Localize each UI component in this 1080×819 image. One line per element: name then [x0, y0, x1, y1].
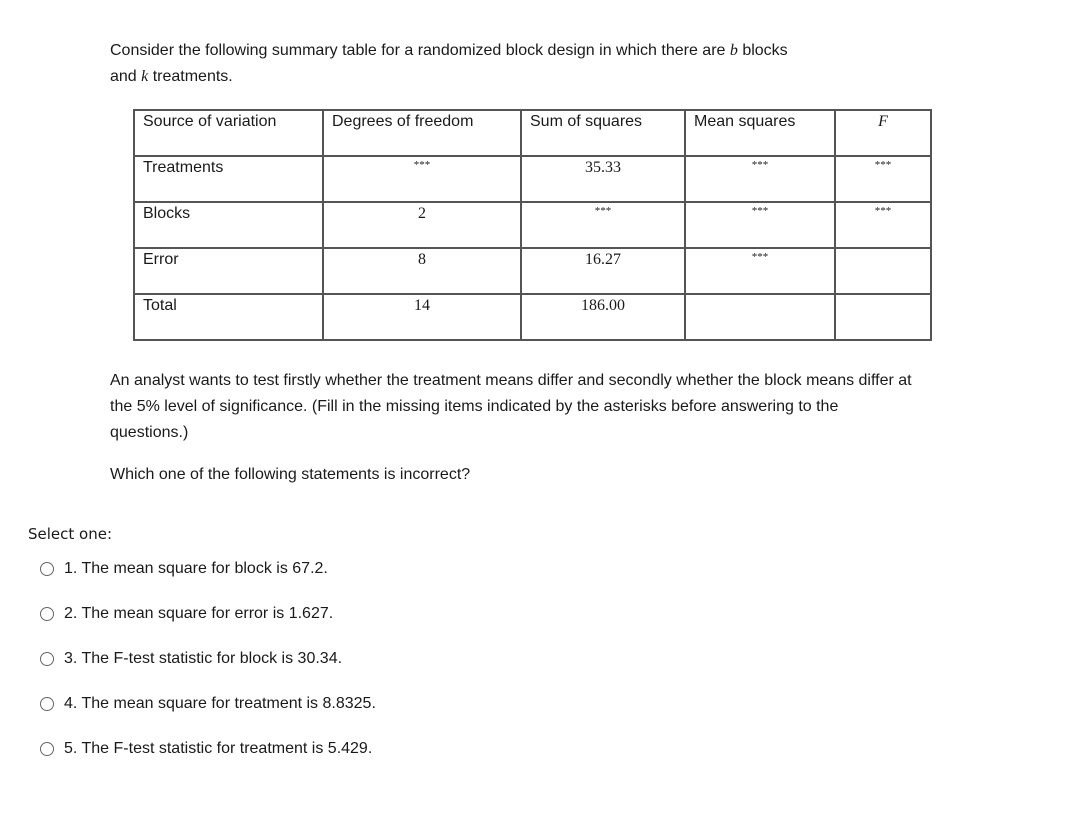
anova-table — [133, 109, 932, 341]
cell: *** — [685, 248, 835, 294]
intro-part: and — [110, 68, 142, 85]
cell: 186.00 — [521, 294, 685, 340]
select-one-label: Select one: — [28, 525, 113, 543]
cell — [685, 294, 835, 340]
radio-button[interactable] — [40, 562, 54, 576]
answer-option-3[interactable] — [40, 650, 342, 668]
radio-button[interactable] — [40, 607, 54, 621]
header-cell: Mean squares — [685, 110, 835, 156]
cell: Treatments — [134, 156, 323, 202]
option-label: 5. The F-test statistic for treatment is 5.429. — [64, 740, 373, 757]
table-row — [134, 202, 931, 248]
var-k: k — [141, 68, 149, 85]
intro-part: blocks — [737, 42, 788, 59]
option-label: 4. The mean square for treatment is 8.8325. — [64, 695, 376, 712]
option-label: 3. The F-test statistic for block is 30.34. — [64, 650, 343, 667]
answer-option-1[interactable] — [40, 560, 328, 578]
cell: *** — [323, 156, 521, 202]
answer-option-2[interactable] — [40, 605, 333, 623]
radio-button[interactable] — [40, 742, 54, 756]
cell: *** — [835, 202, 931, 248]
cell: 35.33 — [521, 156, 685, 202]
intro-text — [110, 38, 788, 90]
option-label: 2. The mean square for error is 1.627. — [64, 605, 334, 622]
cell: Error — [134, 248, 323, 294]
cell: 8 — [323, 248, 521, 294]
header-cell: Source of variation — [134, 110, 323, 156]
cell: *** — [835, 156, 931, 202]
table-row — [134, 248, 931, 294]
header-cell: F — [835, 110, 931, 156]
cell: *** — [685, 156, 835, 202]
table-row — [134, 156, 931, 202]
cell: *** — [521, 202, 685, 248]
cell — [835, 294, 931, 340]
answer-option-5[interactable] — [40, 740, 372, 758]
answer-option-4[interactable] — [40, 695, 376, 713]
header-cell: Degrees of freedom — [323, 110, 521, 156]
cell: 16.27 — [521, 248, 685, 294]
question-text: Which one of the following statements is incorrect? — [110, 466, 471, 483]
cell — [835, 248, 931, 294]
radio-button[interactable] — [40, 652, 54, 666]
radio-button[interactable] — [40, 697, 54, 711]
option-label: 1. The mean square for block is 67.2. — [64, 560, 328, 577]
cell: *** — [685, 202, 835, 248]
cell: 2 — [323, 202, 521, 248]
cell: Total — [134, 294, 323, 340]
header-cell: Sum of squares — [521, 110, 685, 156]
problem-paragraph: An analyst wants to test firstly whether the treatment means differ and secondly whether the block means differ at the 5% level of significance. (Fill in the missing items indicated by the asterisks before answering to the questions.) — [110, 372, 912, 441]
cell: 14 — [323, 294, 521, 340]
table-row — [134, 294, 931, 340]
cell: Blocks — [134, 202, 323, 248]
var-b: b — [729, 42, 738, 59]
intro-part: treatments. — [148, 68, 233, 85]
table-header-row — [134, 110, 931, 156]
intro-part: Consider the following summary table for a randomized block design in which there are — [110, 42, 730, 59]
